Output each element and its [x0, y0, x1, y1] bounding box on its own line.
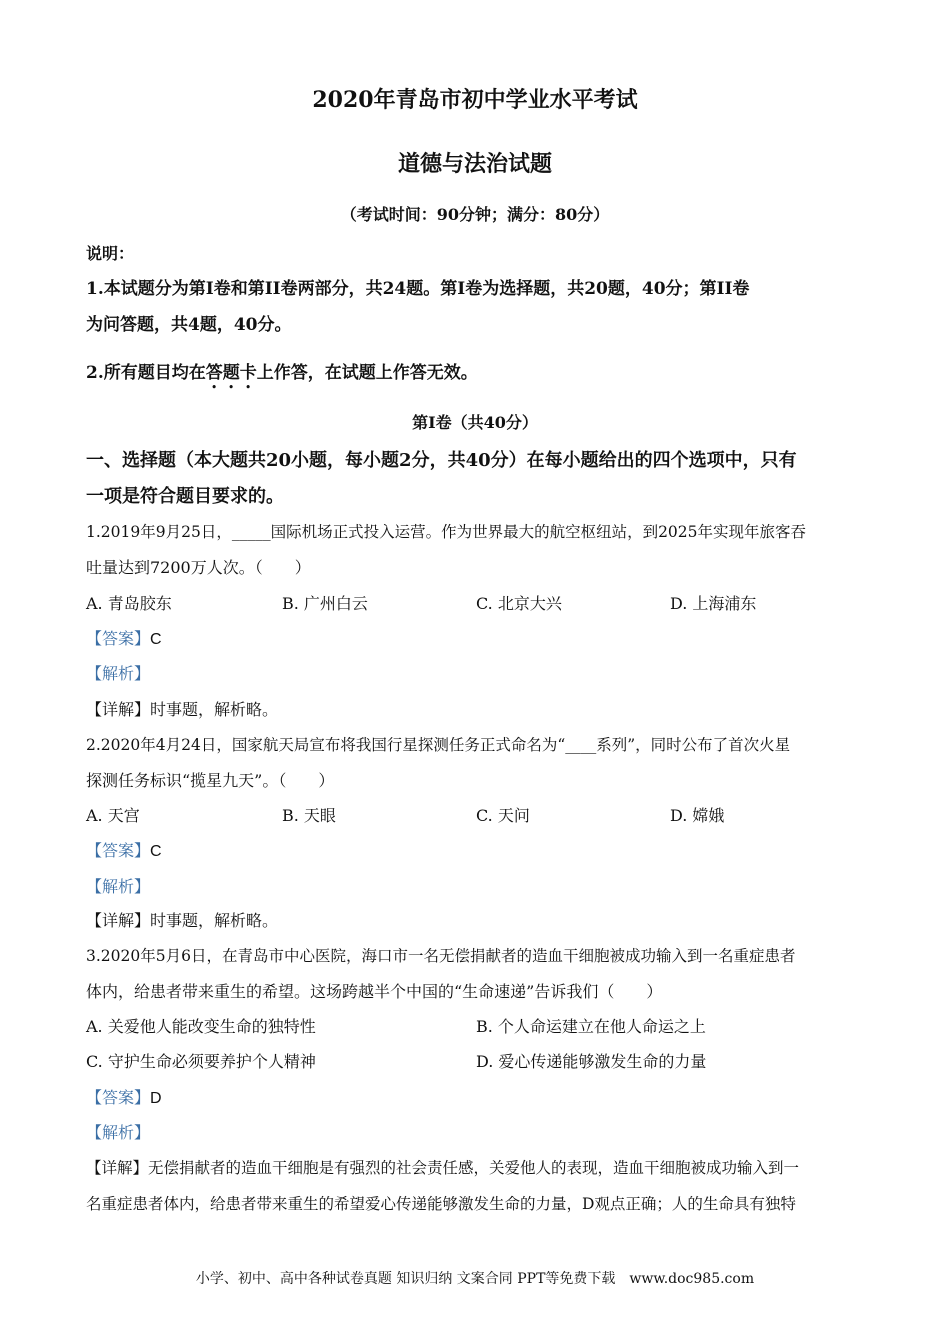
q3-answer-label: 【答案】	[86, 1088, 151, 1107]
q3-detail-line1	[86, 1158, 799, 1178]
q1-detail	[86, 700, 278, 720]
q3-stem-line1: 3.2020年5月6日，在青岛市中心医院，海口市一名无偿捐献者的造血干细胞被成功输入到一名重症患者	[86, 947, 796, 965]
instruction-1-line1: 1.本试题分为第Ⅰ卷和第II卷两部分，共24题。第Ⅰ卷为选择题，共20题，40分；第II卷	[86, 279, 750, 299]
q2-detail	[86, 911, 278, 931]
q1-detail-label: 【详解】	[86, 700, 151, 719]
q2-answer-label: 【答案】	[86, 841, 151, 860]
q2-detail-label: 【详解】	[86, 911, 151, 930]
q2-option-d: D. 嫦娥	[670, 806, 725, 825]
q3-option-c: C. 守护生命必须要养护个人精神	[86, 1052, 316, 1071]
instruction-1-line2: 为问答题，共4题，40分。	[86, 315, 292, 335]
q1-option-a: A. 青岛胶东	[86, 594, 172, 613]
q3-answer	[86, 1088, 162, 1109]
q3-detail-line2: 名重症患者体内，给患者带来重生的希望爱心传递能够激发生命的力量，D观点正确；人的生命具有独特	[86, 1195, 796, 1213]
q3-option-b: B. 个人命运建立在他人命运之上	[476, 1017, 706, 1036]
q2-option-b: B. 天眼	[282, 806, 336, 825]
q3-analysis-label: 【解析】	[86, 1123, 151, 1142]
exam-info: （考试时间：90分钟；满分：80分）	[340, 205, 610, 224]
q2-detail-text: 时事题，解析略。	[150, 911, 279, 930]
q3-detail-label: 【详解】	[86, 1159, 149, 1177]
instructions-label: 说明：	[86, 244, 135, 263]
q1-analysis-label: 【解析】	[86, 664, 151, 683]
q3-option-a: A. 关爱他人能改变生命的独特性	[86, 1017, 316, 1036]
q2-stem-line1: 2.2020年4月24日，国家航天局宣布将我国行星探测任务正式命名为“____系列”，同时公布了首次火星	[86, 736, 791, 754]
q2-option-c: C. 天问	[476, 806, 530, 825]
page-title: 2020年青岛市初中学业水平考试	[312, 87, 638, 113]
q2-analysis-label: 【解析】	[86, 877, 151, 896]
q1-option-c: C. 北京大兴	[476, 594, 562, 613]
section1-heading-line2: 一项是符合题目要求的。	[86, 486, 284, 507]
instruction-2-emphasis: 答题卡	[205, 363, 257, 383]
q2-stem-line2: 探测任务标识“揽星九天”。（ ）	[86, 771, 335, 790]
q1-option-d: D. 上海浦东	[670, 594, 757, 613]
part1-title: 第Ⅰ卷（共40分）	[412, 413, 538, 432]
q1-answer-label: 【答案】	[86, 629, 151, 648]
section1-heading-line1: 一、选择题（本大题共20小题，每小题2分，共40分）在每小题给出的四个选项中，只有	[86, 450, 797, 471]
q3-option-d: D. 爱心传递能够激发生命的力量	[476, 1052, 707, 1071]
q1-answer	[86, 629, 162, 650]
instruction-2-post: 上作答，在试题上作答无效。	[256, 363, 478, 383]
q2-answer-value: C	[150, 843, 162, 860]
q1-stem-line1: 1.2019年9月25日，_____国际机场正式投入运营。作为世界最大的航空枢纽站，到2025年实现年旅客吞	[86, 523, 807, 541]
page-subtitle: 道德与法治试题	[397, 151, 552, 177]
q1-answer-value: C	[150, 631, 162, 648]
q1-detail-text: 时事题，解析略。	[150, 700, 279, 719]
q3-stem-line2: 体内，给患者带来重生的希望。这场跨越半个中国的“生命速递”告诉我们（ ）	[86, 982, 663, 1001]
q1-option-b: B. 广州白云	[282, 594, 368, 613]
instruction-2	[86, 363, 478, 393]
page-footer: 小学、初中、高中各种试卷真题 知识归纳 文案合同 PPT等免费下载 www.doc985.com	[195, 1271, 755, 1287]
instruction-2-pre: 2.所有题目均在	[86, 363, 206, 383]
q3-detail-text-line1: 无偿捐献者的造血干细胞是有强烈的社会责任感，关爱他人的表现，造血干细胞被成功输入到一	[148, 1159, 800, 1177]
q1-stem-line2: 吐量达到7200万人次。（ ）	[86, 558, 311, 577]
q3-answer-value: D	[150, 1090, 162, 1107]
q2-option-a: A. 天宫	[86, 806, 140, 825]
q2-answer	[86, 841, 162, 862]
